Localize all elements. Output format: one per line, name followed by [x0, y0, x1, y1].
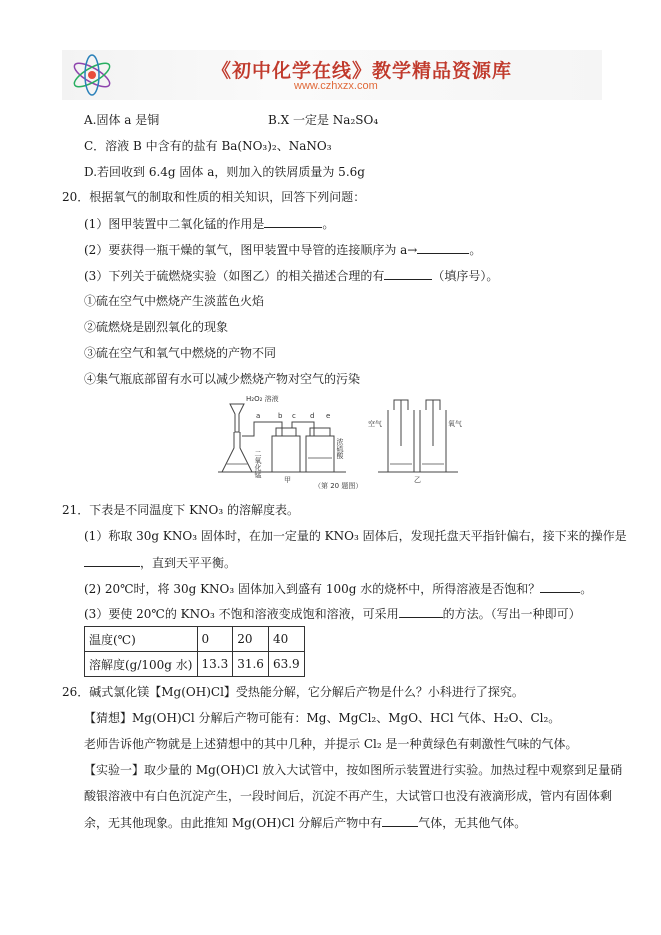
q26-experiment-end: 气体，无其他气体。	[418, 816, 527, 830]
q20-part3-text: (3）下列关于硫燃烧实验（如图乙）的相关描述合理的有	[84, 269, 385, 283]
table-cell: 温度(℃)	[85, 627, 198, 652]
q26-experiment-line3	[84, 814, 526, 831]
q26-experiment-text: 余，无其他现象。由此推知 Mg(OH)Cl 分解后产物中有	[84, 816, 383, 830]
q21-part3	[84, 605, 581, 622]
answer-blank[interactable]	[384, 267, 432, 280]
q20-part2-end: 。	[469, 243, 482, 257]
q20-choice-4: ④集气瓶底部留有水可以减少燃烧产物对空气的污染	[84, 372, 361, 386]
q20-choice-1: ①硫在空气中燃烧产生淡蓝色火焰	[84, 294, 265, 308]
figure-label-air: 空气	[368, 420, 382, 428]
q26-experiment-line1: 【实验一】取少量的 Mg(OH)Cl 放入大试管中，按如图所示装置进行实验。加热过程中观察到足量硝	[84, 763, 623, 777]
table-cell: 20	[233, 627, 269, 652]
table-cell: 13.3	[197, 652, 233, 677]
figure-label-h2o2: H₂O₂ 溶液	[246, 395, 279, 403]
figure-label-c: c	[292, 412, 296, 420]
q19-option-c: C．溶液 B 中含有的盐有 Ba(NO₃)₂、NaNO₃	[84, 139, 332, 153]
q19-option-d: D.若回收到 6.4g 固体 a，则加入的铁屑质量为 5.6g	[84, 165, 365, 179]
q26-guess: 【猜想】Mg(OH)Cl 分解后产物可能有：Mg、MgCl₂、MgO、HCl 气体、H₂O、Cl₂。	[84, 711, 561, 725]
figure-label-a: a	[256, 412, 261, 420]
q20-stem: 20．根据氧气的制取和性质的相关知识，回答下列问题：	[62, 190, 366, 204]
q21-part3-text: (3）要使 20℃的 KNO₃ 不饱和溶液变成饱和溶液，可采用	[84, 607, 399, 621]
answer-blank[interactable]	[540, 580, 580, 593]
table-cell: 63.9	[268, 652, 304, 677]
q20-part1	[84, 215, 334, 232]
q21-part2-text: (2) 20℃时，将 30g KNO₃ 固体加入到盛有 100g 水的烧杯中，所得溶液是否饱和？	[84, 582, 541, 596]
solubility-table	[84, 626, 305, 677]
table-cell: 0	[197, 627, 233, 652]
q20-choice-3: ③硫在空气和氧气中燃烧的产物不同	[84, 346, 277, 360]
q20-part1-text: (1）图甲装置中二氧化锰的作用是	[84, 217, 265, 231]
table-row	[85, 652, 305, 677]
figure-label-acid: 浓硫酸	[336, 438, 344, 459]
header-title: 《初中化学在线》教学精品资源库	[212, 60, 513, 82]
q20-part3	[84, 267, 498, 284]
figure-label-d: d	[310, 412, 315, 420]
answer-blank[interactable]	[84, 554, 140, 567]
figure-label-oxygen: 氧气	[448, 420, 462, 428]
q21-part1-end: ，直到天平平衡。	[140, 556, 237, 570]
q19-option-b: B.X 一定是 Na₂SO₄	[268, 113, 379, 127]
q21-stem: 21．下表是不同温度下 KNO₃ 的溶解度表。	[62, 503, 300, 517]
q21-part2-end: 。	[580, 582, 593, 596]
q20-part3-end: （填序号）。	[432, 269, 499, 283]
answer-blank[interactable]	[399, 605, 443, 618]
answer-blank[interactable]	[417, 241, 469, 254]
atom-logo-icon	[68, 52, 116, 98]
header-url: www.czhxzx.com	[294, 80, 378, 92]
answer-blank[interactable]	[264, 215, 322, 228]
table-row	[85, 627, 305, 652]
q26-experiment-line2: 酸银溶液中有白色沉淀产生，一段时间后，沉淀不再产生，大试管口也没有液滴形成，管内有固体剩	[84, 789, 613, 803]
figure-label-jia: 甲	[284, 476, 291, 484]
q26-stem: 26．碱式氯化镁【Mg(OH)Cl】受热能分解，它分解后产物是什么？小科进行了探究。	[62, 685, 524, 699]
figure-label-mno2: 二氧化锰	[254, 450, 262, 478]
q21-part1: (1）称取 30g KNO₃ 固体时，在加一定量的 KNO₃ 固体后，发现托盘天平指针偏右，接下来的操作是	[84, 529, 627, 543]
q21-part3-end: 的方法。（写出一种即可）	[442, 607, 581, 621]
q20-part2-text: (2）要获得一瓶干燥的氧气，图甲装置中导管的连接顺序为 a→	[84, 243, 418, 257]
q26-hint: 老师告诉他产物就是上述猜想中的其中几种，并提示 Cl₂ 是一种黄绿色有刺激性气味的气体。	[84, 737, 578, 751]
table-cell: 31.6	[233, 652, 269, 677]
q20-choice-2: ②硫燃烧是剧烈氧化的现象	[84, 320, 229, 334]
figure-caption: （第 20 题图）	[314, 482, 363, 490]
figure-label-b: b	[278, 412, 283, 420]
q21-part1-cont	[84, 554, 236, 571]
answer-blank[interactable]	[382, 814, 418, 827]
q21-part2	[84, 580, 592, 597]
q20-apparatus-figure	[218, 392, 480, 490]
figure-label-yi: 乙	[414, 476, 421, 484]
header-banner	[62, 50, 602, 100]
q19-option-a: A.固体 a 是铜	[84, 113, 160, 127]
table-cell: 40	[268, 627, 304, 652]
q20-part1-end: 。	[322, 217, 335, 231]
figure-label-e: e	[326, 412, 331, 420]
q20-part2	[84, 241, 481, 258]
table-cell: 溶解度(g/100g 水)	[85, 652, 198, 677]
